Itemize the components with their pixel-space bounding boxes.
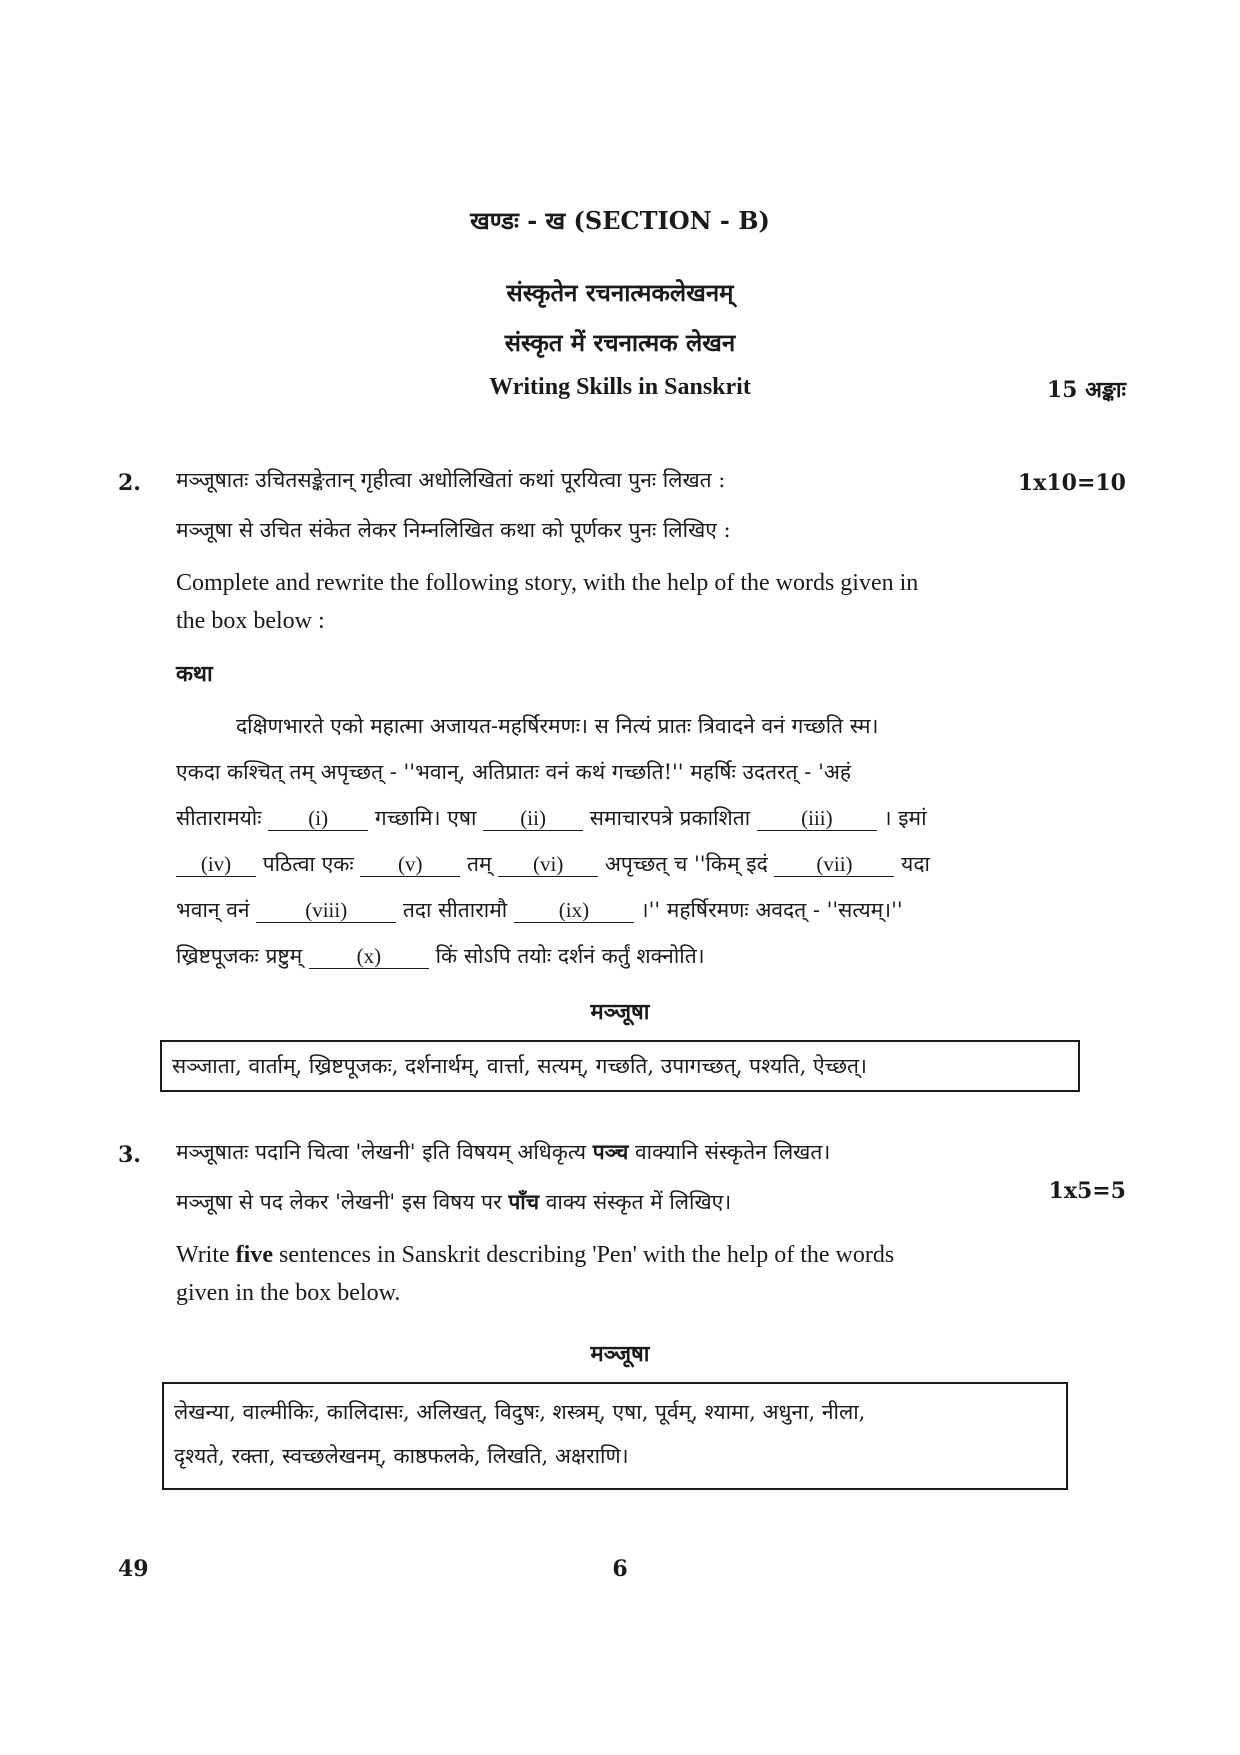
blank-ii: (ii): [483, 807, 583, 831]
paper-code: 49: [118, 1556, 149, 1582]
instruction-hindi: मञ्जूषा से उचित संकेत लेकर निम्नलिखित कथा को पूर्णकर पुनः लिखिए :: [176, 518, 731, 542]
story-line: [176, 942, 705, 970]
story-line: [176, 804, 927, 832]
word-box-line: दृश्यते, रक्ता, स्वच्छलेखनम्, काष्ठफलके, लिखति, अक्षराणि।: [174, 1444, 629, 1468]
instruction-text: वाक्य संस्कृत में लिखिए।: [539, 1190, 732, 1214]
page-number: 6: [612, 1556, 628, 1582]
word-box-text: सञ्जाता, वार्ताम्, ख्रिष्टपूजकः, दर्शनार्थम्, वार्त्ता, सत्यम्, गच्छति, उपागच्छत्, पश्यति, ऐच्छत्।: [172, 1054, 867, 1078]
section-heading: खण्डः - ख (SECTION - B): [470, 206, 770, 235]
story-text: भवान् वनं: [176, 898, 250, 922]
box-title: मञ्जूषा: [590, 999, 650, 1025]
instruction-english-cont: the box below :: [176, 608, 325, 634]
story-label: कथा: [176, 661, 213, 687]
question-marks: 1x10=10: [1017, 470, 1126, 496]
story-line: दक्षिणभारते एको महात्मा अजायत-महर्षिरमणः। स नित्यं प्रातः त्रिवादने वनं गच्छति स्म।: [236, 714, 879, 738]
story-text: गच्छामि। एषा: [374, 806, 477, 830]
blank-iv: (iv): [176, 853, 256, 877]
story-text: सीतारामयोः: [176, 806, 262, 830]
instruction-english-cont: given in the box below.: [176, 1280, 401, 1306]
blank-i: (i): [268, 807, 368, 831]
story-text: समाचारपत्रे प्रकाशिता: [589, 806, 751, 830]
question-number: 2.: [118, 470, 141, 496]
story-text: किं सोऽपि तयोः दर्शनं कर्तुं शक्नोति।: [435, 944, 705, 968]
title-hindi: संस्कृत में रचनात्मक लेखन: [504, 328, 736, 357]
story-text: । इमां: [883, 806, 927, 830]
instruction-english: [176, 1242, 894, 1269]
title-sanskrit: संस्कृतेन रचनात्मकलेखनम्: [506, 278, 734, 307]
story-text: तम्: [466, 852, 492, 876]
instruction-text: मञ्जूषातः पदानि चित्वा 'लेखनी' इति विषयम् अधिकृत्य: [176, 1140, 593, 1164]
blank-vi: (vi): [498, 853, 598, 877]
blank-iii: (iii): [757, 807, 877, 831]
instruction-emphasis: five: [235, 1242, 273, 1268]
word-box-line: लेखन्या, वाल्मीकिः, कालिदासः, अलिखत्, विदुषः, शस्त्रम्, एषा, पूर्वम्, श्यामा, अधुना, नीला,: [174, 1400, 866, 1424]
story-line: [176, 850, 930, 878]
story-text: अपृच्छत् च ''किम् इदं: [604, 852, 768, 876]
instruction-hindi: [176, 1188, 731, 1216]
question-marks: 1x5=5: [1048, 1178, 1126, 1204]
word-box: [160, 1040, 1080, 1092]
instruction-text: Write: [176, 1242, 236, 1268]
story-text: ख्रिष्टपूजकः प्रष्टुम्: [176, 944, 303, 968]
blank-vii: (vii): [774, 853, 894, 877]
title-english: Writing Skills in Sanskrit: [489, 374, 751, 400]
instruction-emphasis: पाँच: [508, 1189, 540, 1214]
story-text: तदा सीतारामौ: [402, 898, 508, 922]
blank-v: (v): [360, 853, 460, 877]
story-text: ।'' महर्षिरमणः अवदत् - ''सत्यम्।'': [640, 898, 903, 922]
question-number: 3.: [118, 1142, 141, 1168]
blank-ix: (ix): [514, 899, 634, 923]
story-text: यदा: [901, 852, 930, 876]
section-marks: 15 अङ्काः: [1046, 377, 1126, 403]
box-title: मञ्जूषा: [590, 1341, 650, 1367]
blank-x: (x): [309, 945, 429, 969]
instruction-sanskrit: मञ्जूषातः उचितसङ्केतान् गृहीत्वा अधोलिखितां कथां पूरयित्वा पुनः लिखत :: [176, 468, 726, 492]
instruction-text: sentences in Sanskrit describing 'Pen' with the help of the words: [272, 1242, 895, 1268]
instruction-text: मञ्जूषा से पद लेकर 'लेखनी' इस विषय पर: [176, 1190, 509, 1214]
blank-viii: (viii): [256, 899, 396, 923]
story-line: एकदा कश्चित् तम् अपृच्छत् - ''भवान्, अतिप्रातः वनं कथं गच्छति!'' महर्षिः उदतरत् - 'अहं: [176, 760, 852, 784]
instruction-english: Complete and rewrite the following story, with the help of the words given in: [176, 570, 919, 596]
story-line: [176, 896, 903, 924]
instruction-text: वाक्यानि संस्कृतेन लिखत।: [628, 1140, 831, 1164]
word-box: [162, 1382, 1068, 1490]
instruction-emphasis: पञ्च: [592, 1139, 629, 1164]
story-text: पठित्वा एकः: [262, 852, 354, 876]
instruction-sanskrit: [176, 1138, 830, 1166]
